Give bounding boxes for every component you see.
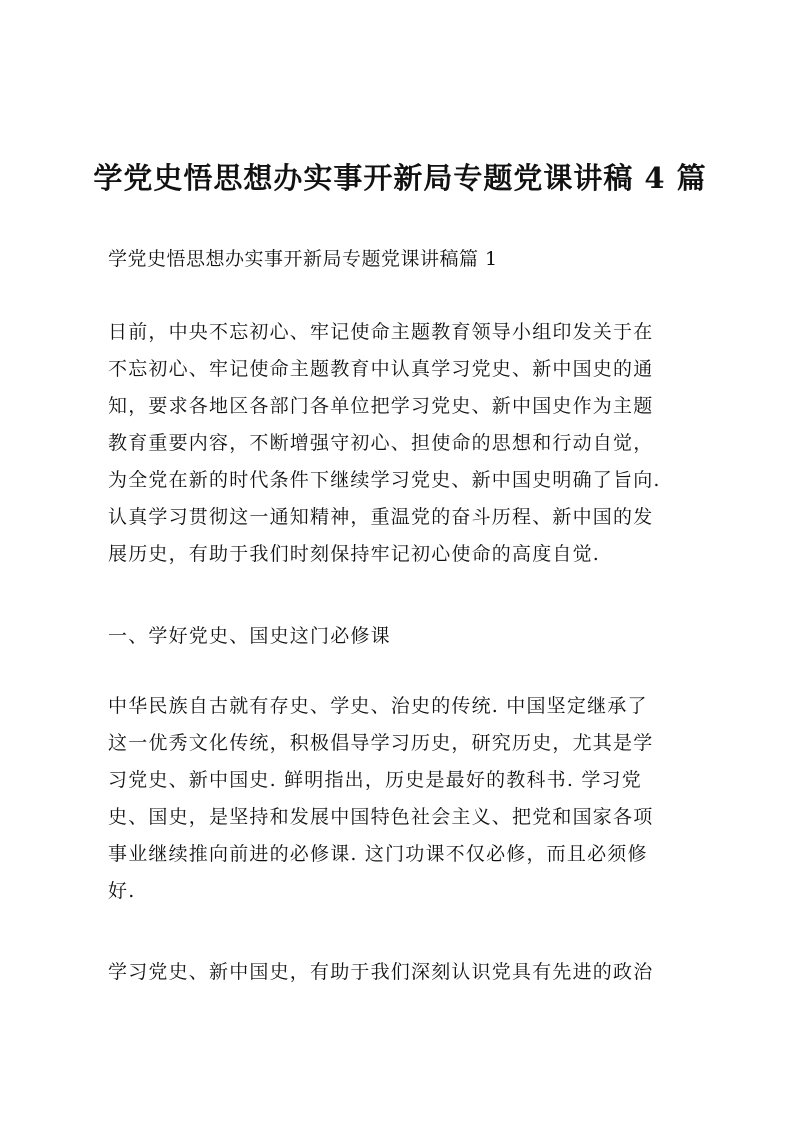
section-heading: 一、学好党史、国史这门必修课 <box>108 625 391 647</box>
text-line: 这一优秀文化传统，积极倡导学习历史，研究历史，尤其是学 <box>108 732 654 754</box>
document-title: 学党史悟思想办实事开新局专题党课讲稿 4 篇 <box>93 161 707 195</box>
paragraph-intro <box>108 314 708 573</box>
text-line: 学习党史、新中国史，有助于我们深刻认识党具有先进的政治 <box>108 961 654 983</box>
text-line: 不忘初心、牢记使命主题教育中认真学习党史、新中国史的通 <box>108 358 654 380</box>
text-line: 事业继续推向前进的必修课. 这门功课不仅必修，而且必须修 <box>108 843 648 865</box>
text-line: 认真学习贯彻这一通知精神，重温党的奋斗历程、新中国的发 <box>108 506 654 528</box>
text-line: 好. <box>108 880 136 902</box>
paragraph-study <box>108 954 708 991</box>
text-line: 中华民族自古就有存史、学史、治史的传统. 中国坚定继承了 <box>108 695 648 717</box>
text-line: 展历史，有助于我们时刻保持牢记初心使命的高度自觉. <box>108 543 601 565</box>
paragraph-tradition <box>108 688 708 910</box>
text-line: 日前，中央不忘初心、牢记使命主题教育领导小组印发关于在 <box>108 321 654 343</box>
document-subtitle: 学党史悟思想办实事开新局专题党课讲稿篇 1 <box>108 248 498 270</box>
text-line: 习党史、新中国史. 鲜明指出，历史是最好的教科书. 学习党 <box>108 769 642 791</box>
text-line: 史、国史，是坚持和发展中国特色社会主义、把党和国家各项 <box>108 806 654 828</box>
text-line: 知，要求各地区各部门各单位把学习党史、新中国史作为主题 <box>108 395 654 417</box>
text-line: 教育重要内容，不断增强守初心、担使命的思想和行动自觉， <box>108 432 654 454</box>
text-line: 为全党在新的时代条件下继续学习党史、新中国史明确了旨向. <box>108 469 661 491</box>
